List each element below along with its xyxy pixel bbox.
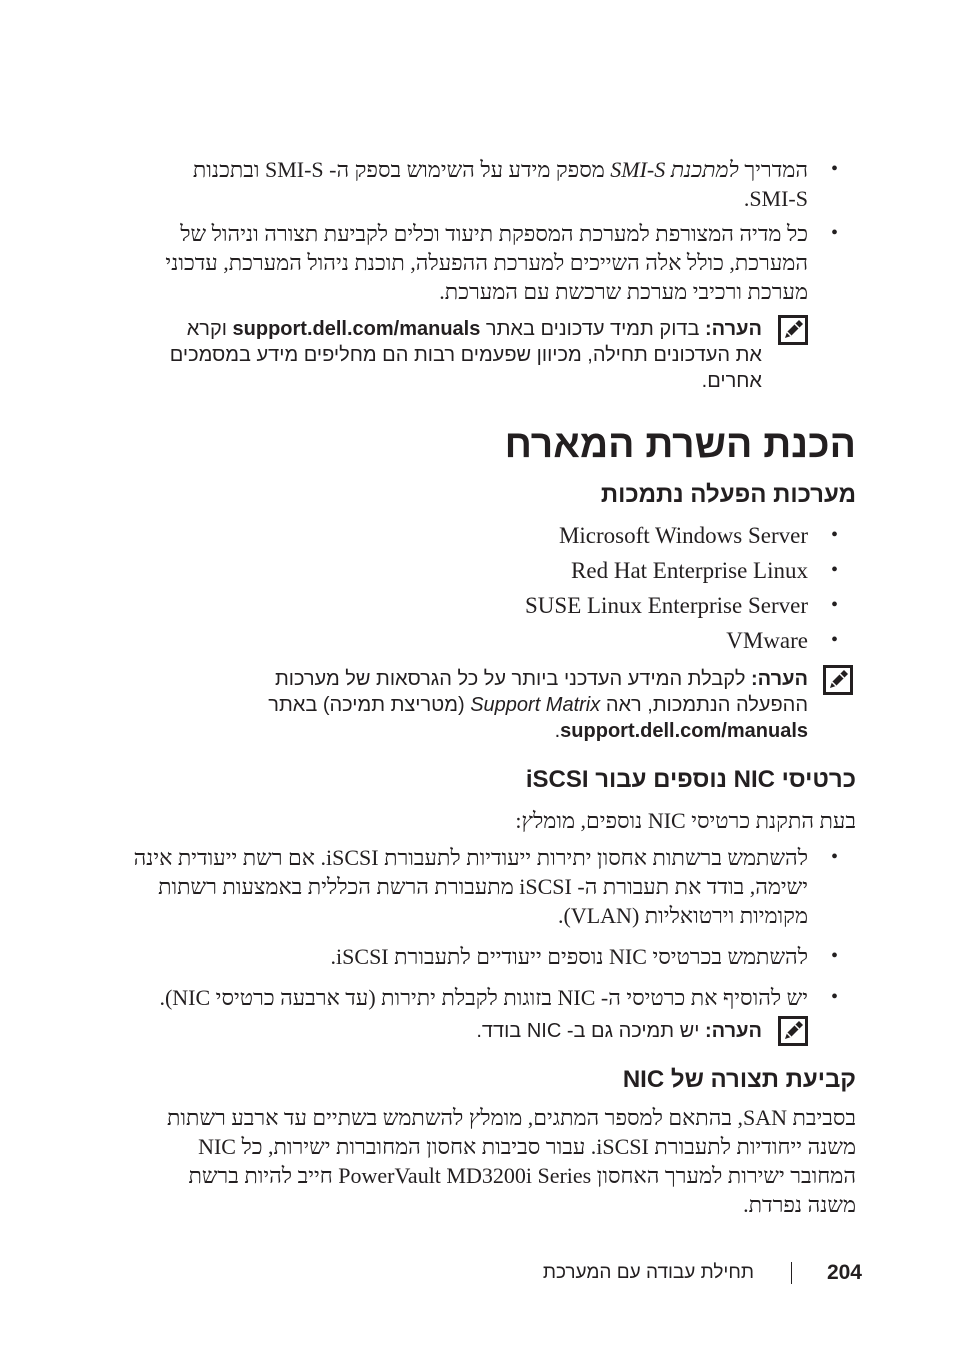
- os-list-item: [308, 588, 838, 623]
- bullet-dot-icon: •: [830, 945, 838, 967]
- footer-divider: [791, 1262, 792, 1284]
- nic-bullet-text: להשתמש בכרטיסי NIC נוספים ייעודיים לתעבורת iSCSI.: [330, 944, 808, 969]
- nic-heading: כרטיסי NIC נוספים עבור iSCSI: [525, 766, 856, 793]
- bullet-dot-icon: •: [830, 559, 838, 581]
- note-pencil-icon: [778, 1016, 808, 1046]
- nic-intro: בעת התקנת כרטיסי NIC נוספים, מומלץ:: [515, 808, 856, 833]
- note-2-label: הערה:: [751, 668, 808, 690]
- os-list: [308, 518, 838, 658]
- nic-bullet: [128, 942, 838, 971]
- os-list-item-label: Red Hat Enterprise Linux: [571, 558, 808, 583]
- intro-bullet-1-italic: למתכנת SMI-S: [610, 157, 739, 182]
- config-heading: קביעת תצורה של NIC: [622, 1066, 856, 1093]
- os-list-item: [308, 553, 838, 588]
- bullet-dot-icon: •: [830, 986, 838, 1008]
- footer-chapter: תחילת עבודה עם המערכת: [542, 1262, 754, 1283]
- nic-bullet-text: להשתמש ברשתות אחסון יתירות ייעודיות לתעבורת iSCSI. אם רשת ייעודית אינה ישימה, בודד את תעבורת ה- iSCSI מתעבורת הרשת הכללית באמצעות רשתות מקומיות וירטואליות (VLAN).: [133, 845, 808, 928]
- bullet-dot-icon: •: [830, 222, 838, 244]
- intro-bullet-2: [158, 219, 838, 306]
- note-1-text-after: וקרא את העדכונים תחילה, מכיוון שפעמים רבות הם מחליפים מידע במסמכים אחרים.: [169, 318, 762, 392]
- intro-bullet-list: [158, 155, 838, 306]
- os-list-item: [308, 623, 838, 658]
- nic-bullet-text: יש להוסיף את כרטיסי ה- NIC בזוגות לקבלת יתירות (עד ארבעה כרטיסי NIC).: [159, 985, 808, 1010]
- note-pencil-icon: [823, 665, 853, 695]
- note-2-text-after: .: [554, 720, 561, 742]
- note-3-text: יש תמיכה גם ב- NIC בודד.: [476, 1020, 706, 1042]
- os-list-item-label: Microsoft Windows Server: [558, 523, 808, 548]
- os-list-item-label: VMware: [726, 628, 808, 653]
- note-2-italic: Support Matrix: [470, 694, 601, 716]
- note-2: [228, 666, 808, 744]
- note-2-text-mid: (מטריצת תמיכה) באתר: [268, 694, 471, 716]
- bullet-dot-icon: •: [830, 846, 838, 868]
- note-2-text-before: לקבלת המידע העדכני ביותר על כל הגרסאות של מערכות ההפעלה הנתמכות, ראה: [274, 668, 808, 716]
- bullet-dot-icon: •: [830, 158, 838, 180]
- intro-bullet-1-p3: מספק מידע על השימוש בספק ה- SMI-S ובתכנות SMI-S.: [192, 157, 808, 211]
- page-number: 204: [826, 1261, 862, 1284]
- nic-bullet: [128, 843, 838, 930]
- note-3: [262, 1018, 762, 1044]
- os-list-item-label: SUSE Linux Enterprise Server: [525, 593, 808, 618]
- bullet-dot-icon: •: [830, 594, 838, 616]
- note-2-link[interactable]: support.dell.com/manuals: [560, 720, 808, 742]
- nic-bullet: [128, 983, 838, 1012]
- note-1-text-before: בדוק תמיד עדכונים באתר: [480, 318, 706, 340]
- bullet-dot-icon: •: [830, 524, 838, 546]
- note-1: [162, 316, 762, 394]
- nic-bullet-list: [128, 843, 838, 1012]
- note-3-label: הערה:: [705, 1020, 762, 1042]
- intro-bullet-1-p1: המדריך: [738, 157, 808, 182]
- note-1-link[interactable]: support.dell.com/manuals: [232, 318, 481, 340]
- os-heading: מערכות הפעלה נתמכות: [600, 481, 856, 508]
- page-title: הכנת השרת המארח: [504, 423, 856, 466]
- note-pencil-icon: [778, 315, 808, 345]
- bullet-dot-icon: •: [830, 629, 838, 651]
- os-list-item: [308, 518, 838, 553]
- intro-bullet-1: [158, 155, 838, 213]
- note-1-label: הערה:: [705, 318, 762, 340]
- intro-bullet-2-text: כל מדיה המצורפת למערכת המספקת תיעוד וכלים לקביעת תצורה וניהול של המערכת, כולל אלה השייכים למערכת ההפעלה, תוכנת ניהול המערכת, עדכוני מערכת ורכיבי מערכת שרכשת עם המערכת.: [165, 221, 808, 304]
- config-paragraph: בסביבת SAN, בהתאם למספר המתגים, מומלץ להשתמש בשתיים עד ארבע רשתות משנה ייחודיות לתעבורת iSCSI. עבור סביבות אחסון המחוברות ישירות, כל NIC המחובר ישירות למערך האחסון PowerVault MD3200i Series חייב להיות ברשת משנה נפרדת.: [166, 1105, 856, 1217]
